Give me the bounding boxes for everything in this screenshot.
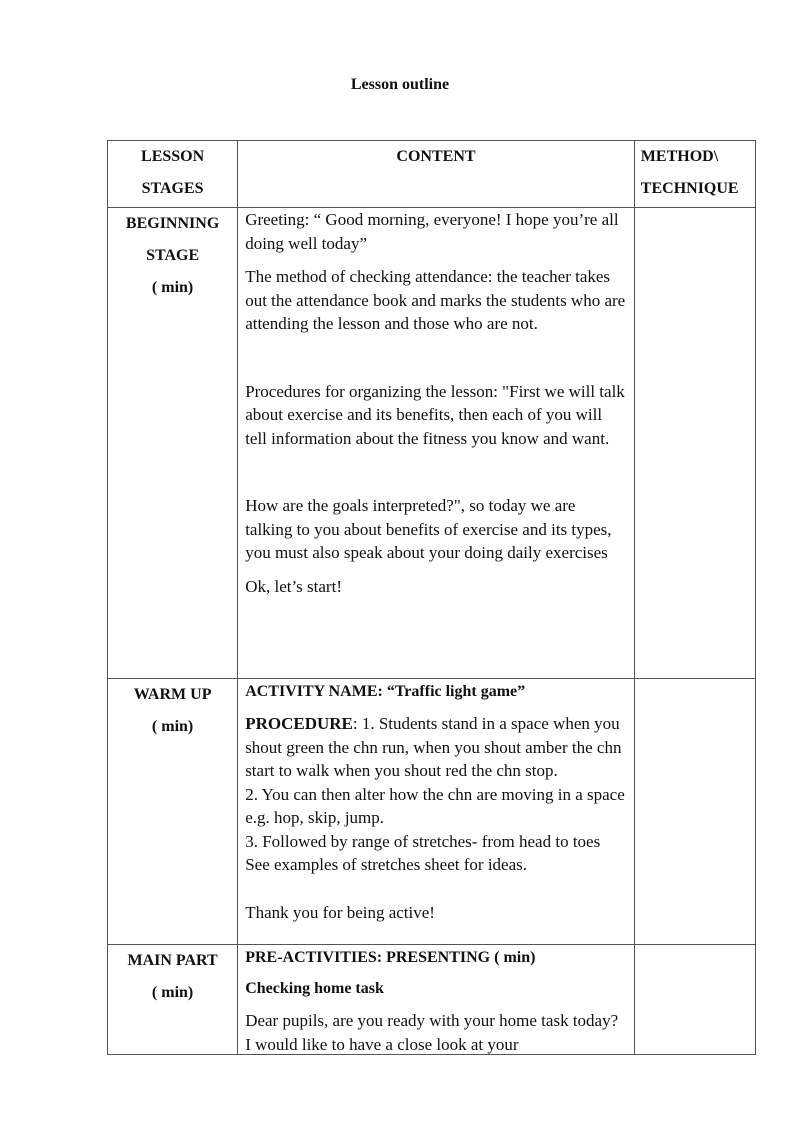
activity-name: ACTIVITY NAME: “Traffic light game” bbox=[245, 683, 526, 700]
checking-home-task: Checking home task bbox=[245, 980, 384, 997]
procedures-text: Procedures for organizing the lesson: "First we will talk about exercise and its benefits, then each of you will tell information about the fitness you know and want. bbox=[245, 381, 625, 448]
procedure-step1: : 1. Students stand in a space when you shout green the chn run, when you shout amber the chn start to walk when you shout red the chn stop. bbox=[245, 714, 622, 780]
header-method-line1: METHOD\ bbox=[640, 148, 719, 165]
beginning-stage-line2: STAGE bbox=[146, 247, 200, 264]
attendance-text: The method of checking attendance: the teacher takes out the attendance book and marks the students who are attending the lesson and those who are not. bbox=[245, 267, 626, 333]
warmup-stage-line1: WARM UP bbox=[133, 686, 212, 703]
main-stage-cell bbox=[108, 945, 238, 1055]
main-stage-duration: ( min) bbox=[151, 984, 194, 1001]
beginning-stage-duration: ( min) bbox=[151, 279, 194, 296]
header-row bbox=[108, 141, 756, 208]
warmup-row bbox=[108, 679, 756, 945]
header-stages-line1: LESSON bbox=[141, 148, 205, 165]
document-title: Lesson outline bbox=[350, 76, 450, 93]
main-stage-line1: MAIN PART bbox=[127, 952, 218, 969]
warmup-content-cell bbox=[238, 679, 635, 945]
header-stages-line2: STAGES bbox=[141, 180, 204, 197]
goals-text: How are the goals interpreted?", so today we are talking to you about benefits of exercise and its types, you must also speak about your doing daily exercises bbox=[245, 496, 612, 562]
warmup-stage-duration: ( min) bbox=[151, 718, 194, 735]
beginning-stage-line1: BEGINNING bbox=[125, 215, 220, 232]
procedure-paragraph bbox=[245, 712, 626, 783]
procedure-step2: 2. You can then alter how the chn are moving in a space e.g. hop, skip, jump. bbox=[245, 784, 625, 827]
main-part-row bbox=[108, 945, 756, 1055]
procedure-label: PROCEDURE bbox=[245, 714, 353, 733]
procedure-step3: 3. Followed by range of stretches- from head to toes See examples of stretches sheet for ideas. bbox=[245, 831, 601, 874]
header-stages-cell bbox=[108, 141, 238, 208]
beginning-method-cell bbox=[634, 208, 755, 679]
beginning-stage-cell bbox=[108, 208, 238, 679]
warmup-stage-cell bbox=[108, 679, 238, 945]
main-content-cell bbox=[238, 945, 635, 1055]
start-text: Ok, let’s start! bbox=[245, 576, 342, 596]
header-content: CONTENT bbox=[396, 148, 476, 165]
header-method-line2: TECHNIQUE bbox=[640, 180, 739, 197]
header-content-cell bbox=[238, 141, 635, 208]
beginning-content-cell bbox=[238, 208, 635, 679]
beginning-stage-row bbox=[108, 208, 756, 679]
header-method-cell bbox=[634, 141, 755, 208]
thanks-text: Thank you for being active! bbox=[245, 902, 435, 922]
lesson-outline-table bbox=[107, 140, 756, 1055]
pre-activities-heading: PRE-ACTIVITIES: PRESENTING ( min) bbox=[245, 949, 536, 966]
warmup-method-cell bbox=[634, 679, 755, 945]
dear-pupils-text: Dear pupils, are you ready with your home task today? I would like to have a close look at your bbox=[245, 1011, 619, 1054]
greeting-text: Greeting: “ Good morning, everyone! I hope you’re all doing well today” bbox=[245, 210, 619, 253]
main-method-cell bbox=[634, 945, 755, 1055]
